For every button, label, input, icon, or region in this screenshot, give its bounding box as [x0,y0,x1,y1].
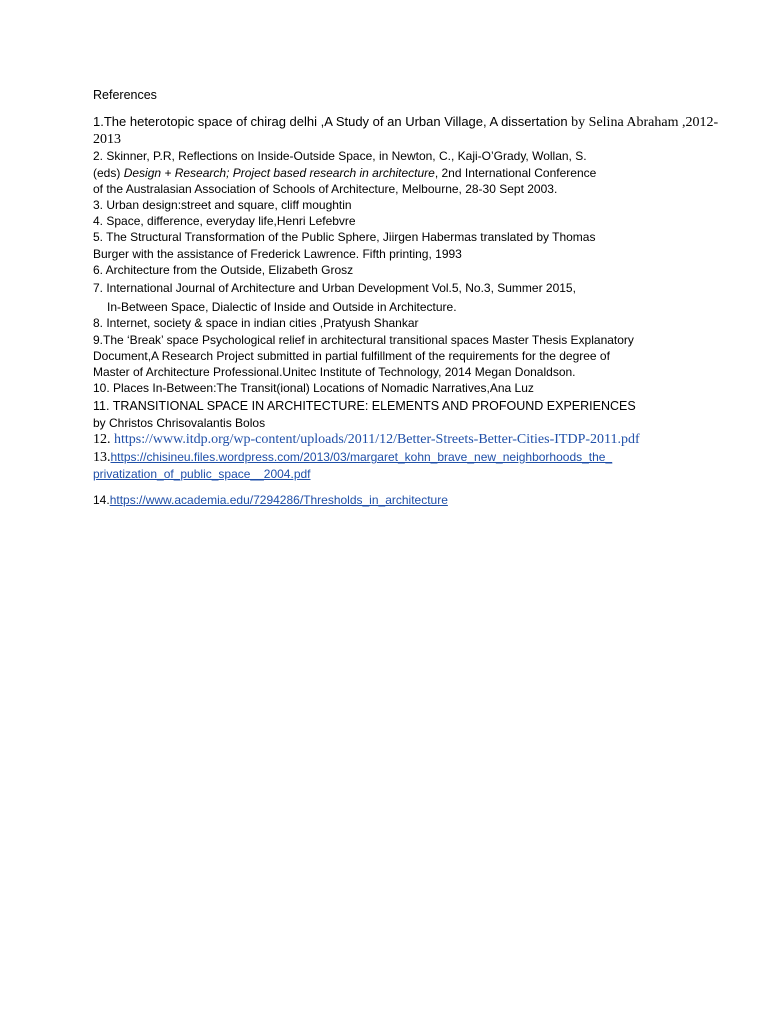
reference-11-author: by Christos Chrisovalantis Bolos [93,415,266,430]
reference-13-link[interactable]: https://chisineu.files.wordpress.com/2013/03/margaret_kohn_brave_new_neighborhoods_the_ [110,450,613,465]
reference-2-conference: , 2nd International Conference [434,165,597,180]
reference-14-number: 14. [93,493,110,508]
reference-11-title: 11. TRANSITIONAL SPACE IN ARCHITECTURE: ELEMENTS AND PROFOUND EXPERIENCES [93,399,636,414]
references-heading: References [93,88,157,102]
reference-4: 4. Space, difference, everyday life,Henri Lefebvre [93,214,356,229]
reference-3: 3. Urban design:street and square, cliff moughtin [93,198,352,213]
reference-13-link-continued[interactable]: privatization_of_public_space__2004.pdf [93,467,311,482]
reference-9-line-1: 9.The ‘Break’ space Psychological relief in architectural transitional spaces Master Thesis Explanatory [93,332,634,347]
reference-2-eds: (eds) [93,165,124,180]
reference-13 [93,449,733,482]
reference-1-text: 1.The heterotopic space of chirag delhi ,A Study of an Urban Village, A dissertation [93,114,572,129]
reference-2-title: Design + Research; Project based research in architecture [123,165,435,180]
reference-9-line-2: Document,A Research Project submitted in partial fulfillment of the requirements for the degree of [93,348,610,363]
reference-1 [93,114,733,148]
reference-14 [93,492,733,508]
reference-14-link[interactable]: https://www.academia.edu/7294286/Thresholds_in_architecture [109,493,448,508]
reference-2-text: Skinner, P.R, Reflections on Inside-Outside Space, in Newton, C., Kaji-O’Grady, Wollan, S. [106,149,587,164]
reference-12-link[interactable]: https://www.itdp.org/wp-content/uploads/2011/12/Better-Streets-Better-Cities-ITDP-2011.pdf [114,431,640,447]
reference-6: 6. Architecture from the Outside, Elizabeth Grosz [93,262,354,277]
reference-5-line-2: Burger with the assistance of Frederick Lawrence. Fifth printing, 1993 [93,246,462,261]
reference-9 [93,332,733,381]
reference-13-number: 13. [93,450,111,466]
reference-1-author: by Selina Abraham ,2012-2013 [93,115,719,148]
reference-7: 7. International Journal of Architecture and Urban Development Vol.5, No.3, Summer 2015, [93,281,576,296]
reference-5-line-1: 5. The Structural Transformation of the Public Sphere, Jiirgen Habermas translated by Thomas [93,230,596,245]
reference-11 [93,398,733,430]
reference-12-number: 12. [93,431,114,447]
reference-9-line-3: Master of Architecture Professional.Unitec Institute of Technology, 2014 Megan Donaldson. [93,365,576,380]
reference-2-number: 2. [93,149,107,164]
reference-2-venue: of the Australasian Association of Schools of Architecture, Melbourne, 28-30 Sept 2003. [93,181,558,196]
reference-7-continued: In-Between Space, Dialectic of Inside and Outside in Architecture. [107,300,457,315]
reference-10: 10. Places In-Between:The Transit(ional) Locations of Nomadic Narratives,Ana Luz [93,381,534,396]
reference-12 [93,431,733,448]
reference-8: 8. Internet, society & space in indian cities ,Pratyush Shankar [93,316,419,331]
references-list [93,114,733,509]
reference-2 [93,148,733,197]
reference-5 [93,229,733,261]
